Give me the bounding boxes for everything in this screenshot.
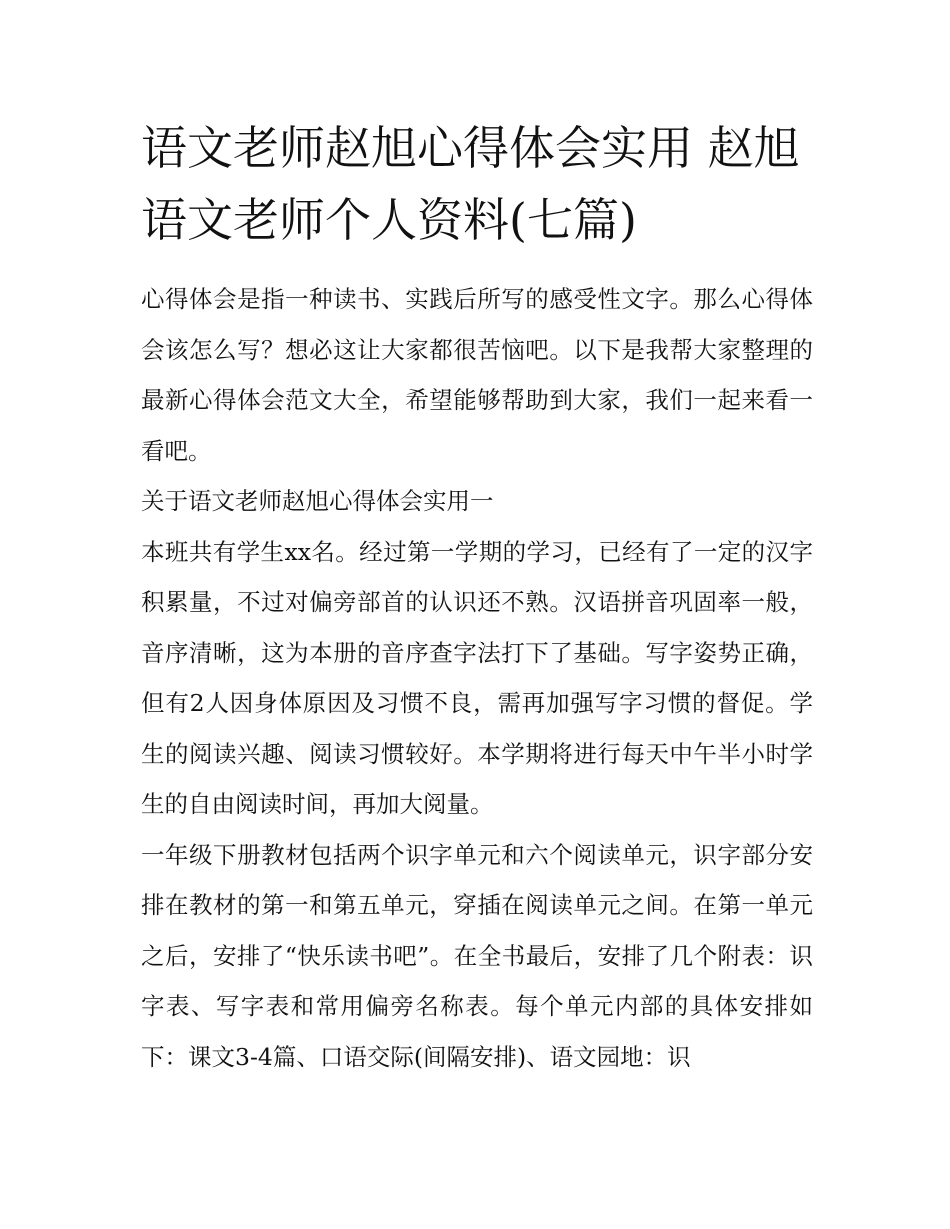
paragraph-intro: 心得体会是指一种读书、实践后所写的感受性文字。那么心得体会该怎么写？想必这让大家都很苦恼吧。以下是我帮大家整理的最新心得体会范文大全，希望能够帮助到大家，我们一起来看一看吧。 [141, 285, 813, 465]
paragraph-class-overview: 本班共有学生xx名。经过第一学期的学习，已经有了一定的汉字积累量，不过对偏旁部首的认识还不熟。汉语拼音巩固率一般，音序清晰，这为本册的音序查字法打下了基础。写字姿势正确，但有2人因身体原因及习惯不良，需再加强写字习惯的督促。学生的阅读兴趣、阅读习惯较好。本学期将进行每天中午半小时学生的自由阅读时间，再加大阅量。 [141, 537, 813, 818]
section-heading: 关于语文老师赵旭心得体会实用一 [141, 487, 494, 515]
document-title: 语文老师赵旭心得体会实用 赵旭语文老师个人资料(七篇) [141, 121, 800, 247]
paragraph-textbook-structure: 一年级下册教材包括两个识字单元和六个阅读单元，识字部分安排在教材的第一和第五单元，穿插在阅读单元之间。在第一单元之后，安排了“快乐读书吧”。在全书最后，安排了几个附表：识字表、写字表和常用偏旁名称表。每个单元内部的具体安排如下：课文3-4篇、口语交际(间隔安排)、语文园地：识 [141, 840, 813, 1071]
document-body [141, 112, 813, 1082]
